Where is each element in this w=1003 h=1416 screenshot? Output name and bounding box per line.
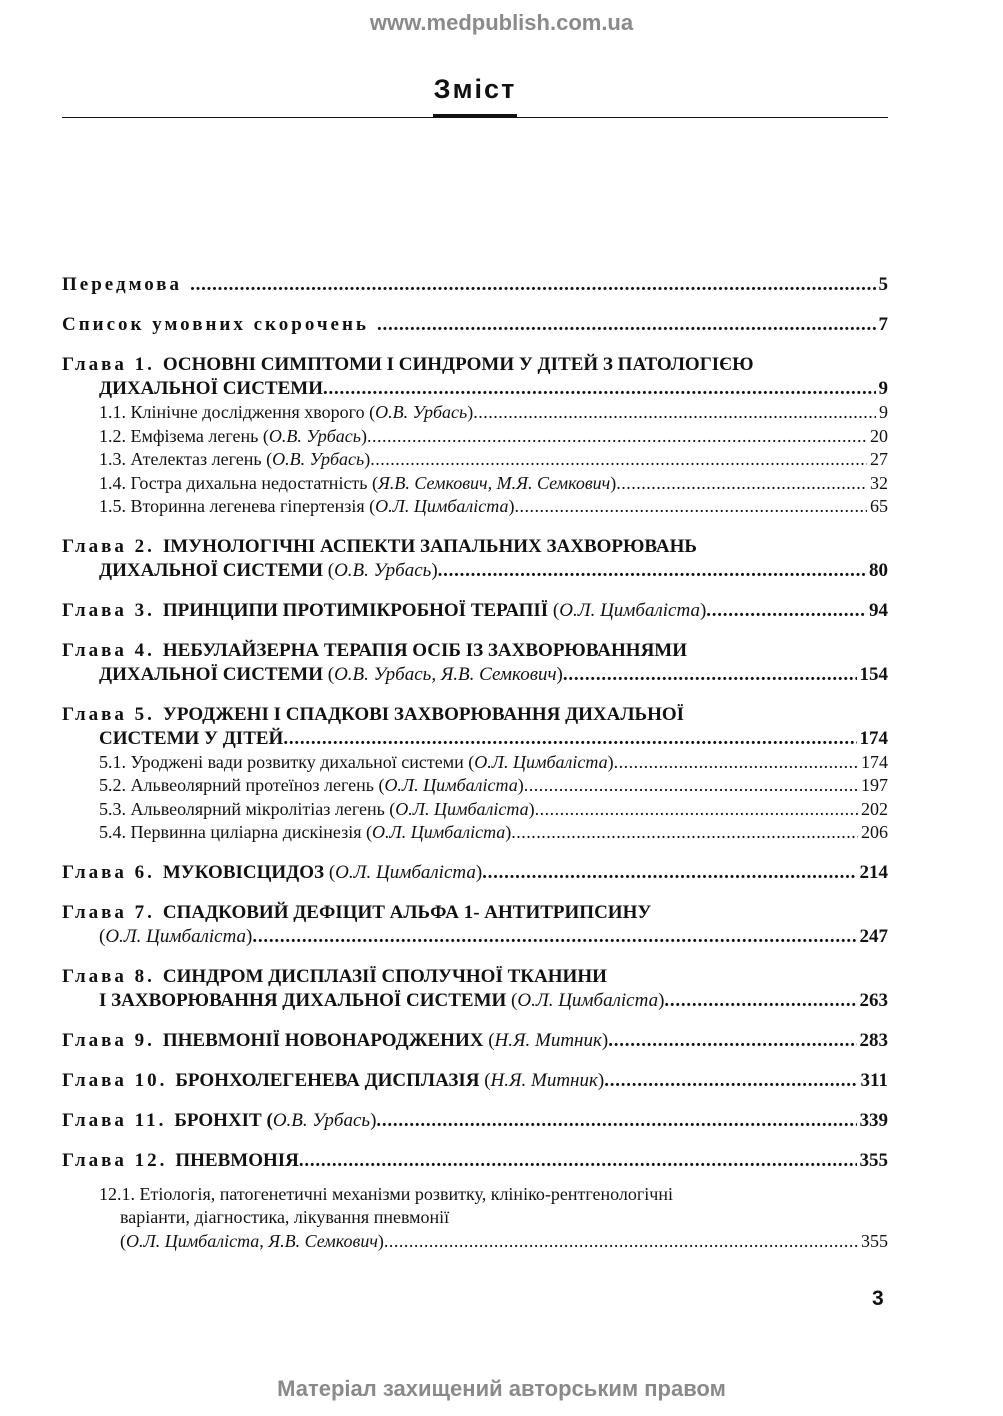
toc-entry-preface[interactable] bbox=[62, 273, 888, 297]
toc-section-12-1[interactable]: 12.1. Етіологія, патогенетичні механізми розвитку, клініко-рентгенологічні варіанти, діагностика, лікування пневмонії ( О.Л. Цимбаліста, Я.В. Семкович ) . . . 355 bbox=[62, 1183, 888, 1254]
page-number: 3 bbox=[872, 1287, 884, 1310]
section-author: О.В. Урбась bbox=[375, 402, 468, 422]
toc-chapter-10[interactable]: Глава 10. БРОНХОЛЕГЕНЕВА ДИСПЛАЗІЯ ( Н.Я. Митник ) . . . 311 bbox=[62, 1069, 888, 1093]
chapter-title: БРОНХІТ bbox=[174, 1109, 262, 1131]
chapter-label: Глава 5. bbox=[62, 703, 155, 725]
paren-close: ) bbox=[467, 402, 474, 422]
section-title: 5.4. Первинна циліарна дискінезія ( bbox=[99, 822, 372, 842]
dot-leader bbox=[608, 1029, 856, 1053]
toc-section-5-4[interactable] bbox=[62, 821, 888, 845]
section-author: О.Л. Цимбаліста bbox=[384, 775, 518, 795]
toc-chapter-3[interactable]: Глава 3. ПРИНЦИПИ ПРОТИМІКРОБНОЇ ТЕРАПІЇ ( О.Л. Цимбаліста ) . . . 94 bbox=[62, 599, 888, 623]
page-ref: 206 bbox=[861, 822, 888, 842]
section-author: О.Л. Цимбаліста bbox=[395, 798, 529, 819]
toc-chapter-7[interactable]: Глава 7. СПАДКОВИЙ ДЕФІЦИТ АЛЬФА 1- АНТИТРИПСИНУ ( О.Л. Цимбаліста ) . . . 247 bbox=[62, 901, 888, 949]
page-ref: 283 bbox=[859, 1029, 888, 1051]
chapter-author: О.В. Урбась bbox=[334, 559, 432, 581]
toc-chapter-4[interactable]: Глава 4. НЕБУЛАЙЗЕРНА ТЕРАПІЯ ОСІБ ІЗ ЗАХВОРЮВАННЯМИ ДИХАЛЬНОЇ СИСТЕМИ ( О.В. Урбась, Я.В. Семкович ) . . . 154 bbox=[62, 639, 888, 687]
section-title: 1.3. Ателектаз легень ( bbox=[99, 449, 273, 469]
toc-section-5-1[interactable] bbox=[62, 751, 888, 775]
chapter-title-cont: ДИХАЛЬНОЇ СИСТЕМИ bbox=[99, 663, 323, 685]
dot-leader bbox=[482, 861, 856, 885]
toc-chapter-12[interactable] bbox=[62, 1149, 888, 1173]
page-ref: 27 bbox=[870, 449, 888, 469]
title-rule-accent bbox=[433, 114, 517, 118]
page-ref: 174 bbox=[859, 727, 888, 749]
section-author: О.В. Урбась bbox=[272, 449, 365, 469]
section-title: 1.5. Вторинна легенева гіпертензія ( bbox=[99, 496, 376, 516]
dot-leader bbox=[377, 313, 876, 337]
section-title: 5.2. Альвеолярний протеїноз легень ( bbox=[99, 775, 385, 795]
paren-close: ) bbox=[517, 775, 524, 795]
chapter-author: О.Л. Цимбаліста bbox=[335, 861, 476, 883]
section-title-cont: варіанти, діагностика, лікування пневмонії bbox=[120, 1207, 450, 1227]
chapter-label: Глава 6. bbox=[62, 861, 155, 883]
dot-leader bbox=[524, 774, 858, 798]
paren-close: ) bbox=[607, 751, 614, 772]
page-ref: 65 bbox=[870, 496, 888, 516]
section-author: О.Л. Цимбаліста, Я.В. Семкович bbox=[126, 1230, 378, 1251]
chapter-label: Глава 7. bbox=[62, 901, 155, 923]
page-ref: 32 bbox=[870, 472, 888, 493]
toc-chapter-11[interactable]: Глава 11. БРОНХІТ ( О.В. Урбась ) . . . 339 bbox=[62, 1109, 888, 1133]
chapter-author: О.В. Урбась, Я.В. Семкович bbox=[334, 663, 557, 685]
page-ref: 202 bbox=[861, 798, 888, 819]
toc-chapter-8[interactable]: Глава 8. СИНДРОМ ДИСПЛАЗІЇ СПОЛУЧНОЇ ТКАНИНИ І ЗАХВОРЮВАННЯ ДИХАЛЬНОЇ СИСТЕМИ ( О.Л. Цимбаліста ) . . . 263 bbox=[62, 965, 888, 1013]
chapter-label: Глава 1. bbox=[62, 354, 155, 375]
table-of-contents bbox=[62, 273, 888, 1253]
dot-leader bbox=[473, 401, 876, 425]
dot-leader bbox=[190, 273, 875, 297]
dot-leader bbox=[664, 989, 856, 1013]
paren-close: ) bbox=[528, 798, 535, 819]
dot-leader bbox=[367, 425, 867, 449]
page-ref: 80 bbox=[869, 559, 888, 581]
chapter-title: УРОДЖЕНІ І СПАДКОВІ ЗАХВОРЮВАННЯ ДИХАЛЬНОЇ bbox=[162, 703, 685, 725]
dot-leader bbox=[706, 599, 866, 623]
dot-leader bbox=[616, 472, 867, 496]
toc-section-1-5[interactable] bbox=[62, 495, 888, 519]
chapter-title: МУКОВІСЦИДОЗ bbox=[162, 861, 325, 883]
page-ref: 94 bbox=[869, 599, 888, 621]
chapter-author: О.В. Урбась bbox=[272, 1109, 371, 1131]
section-title: 12.1. Етіологія, патогенетичні механізми розвитку, клініко-рентгенологічні bbox=[99, 1183, 673, 1204]
page-ref: 311 bbox=[860, 1069, 888, 1091]
toc-section-5-2[interactable] bbox=[62, 774, 888, 798]
chapter-label: Глава 10. bbox=[62, 1069, 168, 1091]
dot-leader bbox=[604, 1069, 857, 1093]
page-ref: 263 bbox=[859, 989, 888, 1011]
page-ref: 247 bbox=[859, 925, 888, 947]
dot-leader bbox=[252, 925, 856, 949]
dot-leader bbox=[283, 727, 856, 751]
chapter-title: ПНЕВМОНІЯ bbox=[175, 1149, 299, 1171]
section-author: Я.В. Семкович, М.Я. Семкович bbox=[378, 472, 611, 493]
chapter-author: О.Л. Цимбаліста bbox=[517, 989, 659, 1011]
paren-close: ) bbox=[505, 822, 512, 842]
chapter-label: Глава 12. bbox=[62, 1149, 168, 1171]
page-ref: 214 bbox=[859, 861, 888, 883]
dot-leader bbox=[535, 798, 858, 822]
copyright-footer: Матеріал захищений авторським правом bbox=[277, 1376, 726, 1401]
page-ref: 197 bbox=[861, 775, 888, 795]
dot-leader bbox=[384, 1230, 858, 1254]
paren-close: ) bbox=[364, 449, 371, 469]
page-ref: 355 bbox=[859, 1149, 888, 1171]
page-ref: 174 bbox=[861, 751, 888, 772]
toc-chapter-1[interactable] bbox=[62, 353, 888, 401]
section-author: О.В. Урбась bbox=[268, 425, 361, 446]
dot-leader bbox=[563, 663, 857, 687]
chapter-title: ОСНОВНІ СИМПТОМИ І СИНДРОМИ У ДІТЕЙ З ПАТОЛОГІЄЮ bbox=[162, 354, 754, 375]
section-title: 1.2. Емфізема легень ( bbox=[99, 425, 269, 446]
section-title: 5.1. Уроджені вади розвитку дихальної системи ( bbox=[99, 751, 475, 772]
page-ref: 154 bbox=[859, 663, 888, 685]
dot-leader bbox=[323, 377, 876, 401]
page-ref: 7 bbox=[878, 314, 888, 335]
chapter-title-cont: ДИХАЛЬНОЇ СИСТЕМИ bbox=[99, 378, 323, 399]
chapter-label: Глава 3. bbox=[62, 599, 155, 621]
dot-leader bbox=[299, 1149, 857, 1173]
toc-section-1-1[interactable] bbox=[62, 401, 888, 425]
chapter-title: ІМУНОЛОГІЧНІ АСПЕКТИ ЗАПАЛЬНИХ ЗАХВОРЮВАНЬ bbox=[162, 535, 697, 557]
chapter-title: НЕБУЛАЙЗЕРНА ТЕРАПІЯ ОСІБ ІЗ ЗАХВОРЮВАННЯМИ bbox=[162, 639, 688, 661]
chapter-title-cont: ДИХАЛЬНОЇ СИСТЕМИ bbox=[99, 559, 323, 581]
chapter-author: Н.Я. Митник bbox=[494, 1029, 602, 1051]
dot-leader bbox=[514, 495, 867, 519]
header-url: www.medpublish.com.ua bbox=[369, 10, 634, 35]
toc-section-1-2[interactable] bbox=[62, 425, 888, 449]
chapter-title: ПНЕВМОНІЇ НОВОНАРОДЖЕНИХ bbox=[162, 1029, 484, 1051]
chapter-label: Глава 2. bbox=[62, 535, 155, 557]
paren-close: ) bbox=[610, 472, 617, 493]
page-ref: 20 bbox=[870, 425, 888, 446]
section-author: О.Л. Цимбаліста bbox=[375, 496, 509, 516]
toc-chapter-6[interactable]: Глава 6. МУКОВІСЦИДОЗ ( О.Л. Цимбаліста ) . . . 214 bbox=[62, 861, 888, 885]
chapter-author: О.Л. Цимбаліста bbox=[559, 599, 700, 621]
section-author: О.Л. Цимбаліста bbox=[474, 751, 608, 772]
toc-chapter-5[interactable] bbox=[62, 703, 888, 751]
page-ref: 9 bbox=[878, 378, 888, 399]
toc-section-1-4[interactable] bbox=[62, 472, 888, 496]
toc-entry-abbreviations[interactable] bbox=[62, 313, 888, 337]
toc-section-5-3[interactable] bbox=[62, 798, 888, 822]
toc-section-1-3[interactable] bbox=[62, 448, 888, 472]
chapter-author: О.Л. Цимбаліста bbox=[105, 925, 247, 947]
section-title: 1.4. Гостра дихальна недостатність ( bbox=[99, 472, 378, 493]
entry-label: Передмова bbox=[62, 274, 183, 295]
chapter-author: Н.Я. Митник bbox=[490, 1069, 598, 1091]
page-title: Зміст bbox=[433, 74, 517, 104]
paren-close: ) bbox=[508, 496, 515, 516]
chapter-title-cont: І ЗАХВОРЮВАННЯ ДИХАЛЬНОЇ СИСТЕМИ bbox=[99, 989, 507, 1011]
dot-leader bbox=[370, 448, 867, 472]
dot-leader bbox=[438, 559, 866, 583]
dot-leader bbox=[511, 821, 858, 845]
page-ref: 339 bbox=[859, 1109, 888, 1131]
toc-chapter-9[interactable]: Глава 9. ПНЕВМОНІЇ НОВОНАРОДЖЕНИХ ( Н.Я. Митник ) . . . 283 bbox=[62, 1029, 888, 1053]
chapter-title: СПАДКОВИЙ ДЕФІЦИТ АЛЬФА 1- АНТИТРИПСИНУ bbox=[162, 901, 652, 923]
section-title: 1.1. Клінічне дослідження хворого ( bbox=[99, 402, 376, 422]
dot-leader bbox=[614, 751, 858, 775]
page-ref: 355 bbox=[861, 1230, 888, 1251]
chapter-label: Глава 4. bbox=[62, 639, 155, 661]
entry-label: Список умовних скорочень bbox=[62, 314, 369, 335]
chapter-title: ПРИНЦИПИ ПРОТИМІКРОБНОЇ ТЕРАПІЇ bbox=[162, 599, 549, 621]
toc-chapter-2[interactable]: Глава 2. ІМУНОЛОГІЧНІ АСПЕКТИ ЗАПАЛЬНИХ ЗАХВОРЮВАНЬ ДИХАЛЬНОЇ СИСТЕМИ ( О.В. Урбась ) . . . 80 bbox=[62, 535, 888, 583]
chapter-label: Глава 9. bbox=[62, 1029, 155, 1051]
page-ref: 9 bbox=[879, 402, 888, 422]
chapter-label: Глава 8. bbox=[62, 965, 155, 987]
section-author: О.Л. Цимбаліста bbox=[372, 822, 506, 842]
dot-leader bbox=[376, 1109, 856, 1133]
paren-close: ) bbox=[360, 425, 367, 446]
chapter-title: БРОНХОЛЕГЕНЕВА ДИСПЛАЗІЯ bbox=[175, 1069, 480, 1091]
chapter-label: Глава 11. bbox=[62, 1109, 167, 1131]
chapter-title: СИНДРОМ ДИСПЛАЗІЇ СПОЛУЧНОЇ ТКАНИНИ bbox=[162, 965, 607, 987]
section-title: 5.3. Альвеолярний мікролітіаз легень ( bbox=[99, 798, 396, 819]
chapter-title-cont: СИСТЕМИ У ДІТЕЙ bbox=[99, 727, 284, 749]
page-ref: 5 bbox=[878, 274, 888, 295]
